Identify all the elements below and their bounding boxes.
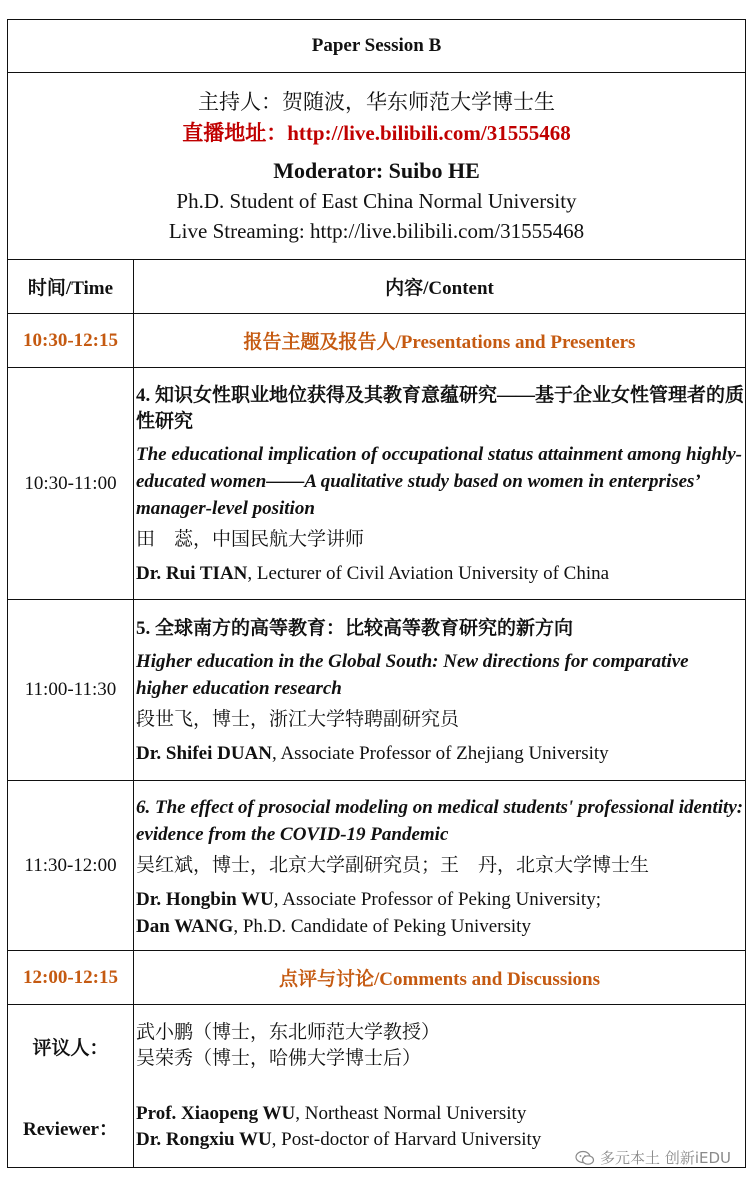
presenter-name: Dr. Shifei DUAN xyxy=(136,742,272,764)
moderator-block xyxy=(8,73,746,260)
paper-title-en xyxy=(136,794,745,848)
section-time: 12:00-12:15 xyxy=(8,951,134,1005)
presenter-role: , Associate Professor of Peking University; xyxy=(273,888,601,910)
presenter-name: Dr. Hongbin WU xyxy=(136,888,274,910)
presenter-cn: 段世飞，博士，浙江大学特聘副研究员 xyxy=(136,708,460,730)
reviewer-label-en: Reviewer： xyxy=(8,1087,134,1168)
paper-number: 6. xyxy=(136,796,155,818)
presenter-role: , Associate Professor of Zhejiang University xyxy=(272,742,609,764)
presenter-cn: 吴红斌，博士，北京大学副研究员；王 丹，北京大学博士生 xyxy=(136,854,650,876)
reviewer-cn-2: 吴荣秀（博士，哈佛大学博士后） xyxy=(136,1048,422,1069)
section-label: 点评与讨论/Comments and Discussions xyxy=(134,951,746,1005)
table-row xyxy=(8,368,746,600)
reviewer-cn-block xyxy=(134,1005,746,1088)
paper-title-text: The effect of prosocial modeling on medical students' professional identity: evidence from the COVID-19 Pandemic xyxy=(136,796,744,845)
header-time: 时间/Time xyxy=(8,260,134,314)
live-link-en[interactable]: Live Streaming: http://live.bilibili.com/31555468 xyxy=(168,218,585,243)
wechat-icon xyxy=(575,1150,595,1166)
moderator-affiliation-en: Ph.D. Student of East China Normal University xyxy=(176,188,577,213)
paper-content xyxy=(134,600,746,781)
paper-time: 11:30-12:00 xyxy=(8,781,134,951)
moderator-name-en: Moderator: Suibo HE xyxy=(273,157,480,183)
reviewer-1-affil: , Northeast Normal University xyxy=(295,1103,527,1124)
presenter-name: Dr. Rui TIAN xyxy=(136,562,248,584)
paper-content xyxy=(134,781,746,951)
live-link-cn[interactable]: 直播地址：http://live.bilibili.com/31555468 xyxy=(182,120,571,145)
presenter-cn: 田 蕊，中国民航大学讲师 xyxy=(136,528,365,550)
schedule-table xyxy=(7,19,746,1168)
paper-time: 10:30-11:00 xyxy=(8,368,134,600)
paper-title-cn: 4. 知识女性职业地位获得及其教育意蕴研究——基于企业女性管理者的质性研究 xyxy=(136,384,745,432)
reviewer-1-name: Prof. Xiaopeng WU xyxy=(136,1103,296,1124)
header-content: 内容/Content xyxy=(134,260,746,314)
paper-title-cn: 5. 全球南方的高等教育：比较高等教育研究的新方向 xyxy=(136,617,574,639)
watermark-text: 多元本土 创新iEDU xyxy=(600,1149,731,1167)
reviewer-2-affil: , Post-doctor of Harvard University xyxy=(271,1129,542,1150)
reviewer-2-name: Dr. Rongxiu WU xyxy=(136,1129,272,1150)
paper-title-en: The educational implication of occupational status attainment among highly-educated women——A qualitative study based on women in enterprises’ manager-level position xyxy=(136,443,742,519)
reviewer-cn-1: 武小鹏（博士，东北师范大学教授） xyxy=(136,1022,441,1043)
presenter-role: , Lecturer of Civil Aviation University of China xyxy=(247,562,610,584)
paper-content xyxy=(134,368,746,600)
paper-title-en: Higher education in the Global South: New directions for comparative higher education research xyxy=(136,650,689,699)
reviewer-en-1 xyxy=(134,1101,745,1127)
session-title: Paper Session B xyxy=(8,20,746,73)
presenter-en xyxy=(136,560,745,587)
section-time: 10:30-12:15 xyxy=(8,314,134,368)
moderator-cn: 主持人：贺随波，华东师范大学博士生 xyxy=(198,89,555,114)
watermark xyxy=(575,1147,731,1168)
presenter-2-name: Dan WANG xyxy=(136,915,234,937)
table-row xyxy=(8,781,746,951)
reviewer-label-cn: 评议人： xyxy=(8,1005,134,1088)
table-row xyxy=(8,600,746,781)
paper-time: 11:00-11:30 xyxy=(8,600,134,781)
presenter-2-en xyxy=(136,913,745,940)
presenter-2-role: , Ph.D. Candidate of Peking University xyxy=(233,915,531,937)
section-label: 报告主题及报告人/Presentations and Presenters xyxy=(134,314,746,368)
presenter-en xyxy=(136,740,745,767)
presenter-en xyxy=(136,886,745,913)
